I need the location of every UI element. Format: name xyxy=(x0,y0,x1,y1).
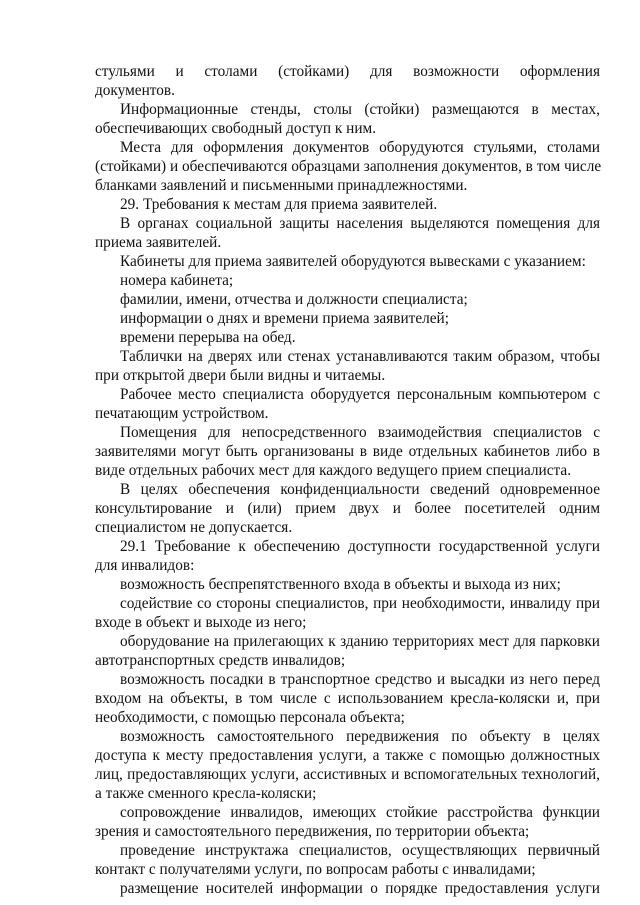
text-line: виде отдельных рабочих мест для каждого ведущего прием специалиста. xyxy=(95,462,572,479)
list-item: номера кабинета; xyxy=(120,272,234,289)
text-line: заявителями могут быть организованы в виде отдельных кабинетов либо в xyxy=(95,443,600,460)
text-line: лиц, предоставляющих услуги, ассистивных и вспомогательных технологий, xyxy=(95,766,600,783)
text-line: печатающим устройством. xyxy=(95,405,269,422)
text-line: специалистом не допускается. xyxy=(95,519,293,536)
list-item: сопровождение инвалидов, имеющих стойкие расстройства функции xyxy=(120,804,600,821)
text-line: зрения и самостоятельного передвижения, по территории объекта; xyxy=(95,823,530,840)
text-line: Таблички на дверях или стенах устанавливаются таким образом, чтобы xyxy=(120,348,600,365)
text-line: приема заявителей. xyxy=(95,234,222,251)
text-line: Помещения для непосредственного взаимодействия специалистов с xyxy=(120,424,600,441)
list-item: возможность посадки в транспортное средство и высадки из него перед xyxy=(120,671,600,688)
list-item: оборудование на прилегающих к зданию территориях мест для парковки xyxy=(120,633,600,650)
list-item: содействие со стороны специалистов, при необходимости, инвалиду при xyxy=(120,595,600,612)
section-heading: 29.1 Требование к обеспечению доступности государственной услуги xyxy=(120,538,600,555)
list-item: фамилии, имени, отчества и должности специалиста; xyxy=(120,291,468,308)
list-item: проведение инструктажа специалистов, осуществляющих первичный xyxy=(120,842,600,859)
text-line: В органах социальной защиты населения выделяются помещения для xyxy=(120,215,600,232)
text-line: Кабинеты для приема заявителей оборудуются вывесками с указанием: xyxy=(120,253,586,270)
list-item: времени перерыва на обед. xyxy=(120,329,296,346)
text-line: Места для оформления документов оборудуются стульями, столами xyxy=(120,139,600,156)
list-item: размещение носителей информации о порядке предоставления услуги xyxy=(120,880,600,897)
text-line: необходимости, с помощью персонала объекта; xyxy=(95,709,405,726)
section-heading: 29. Требования к местам для приема заявителей. xyxy=(120,196,438,213)
text-line: входе в объект и выходе из него; xyxy=(95,614,307,631)
text-line: консультирование и (или) прием двух и более посетителей одним xyxy=(95,500,600,517)
text-line: при открытой двери были видны и читаемы. xyxy=(95,367,386,384)
text-line: бланками заявлений и письменными принадлежностями. xyxy=(95,177,468,194)
text-line: доступа к месту предоставления услуги, а также с помощью должностных xyxy=(95,747,600,764)
text-line: автотранспортных средств инвалидов; xyxy=(95,652,346,669)
text-line: обеспечивающих свободный доступ к ним. xyxy=(95,120,377,137)
list-item: информации о днях и времени приема заявителей; xyxy=(120,310,449,327)
text-line: входом на объекты, в том числе с использованием кресла-коляски и, при xyxy=(95,690,600,707)
list-item: возможность беспрепятственного входа в объекты и выхода из них; xyxy=(120,576,561,593)
list-item: возможность самостоятельного передвижения по объекту в целях xyxy=(120,728,600,745)
text-line: Информационные стенды, столы (стойки) размещаются в местах, xyxy=(120,101,600,118)
text-line: В целях обеспечения конфиденциальности сведений одновременное xyxy=(120,481,600,498)
text-line: контакт с получателями услуги, по вопросам работы с инвалидами; xyxy=(95,861,536,878)
text-line: Рабочее место специалиста оборудуется персональным компьютером с xyxy=(120,386,600,403)
text-line: (стойками) и обеспечиваются образцами заполнения документов, в том числе xyxy=(95,158,602,175)
text-line: а также сменного кресла-коляски; xyxy=(95,785,317,802)
text-line: для инвалидов: xyxy=(95,557,195,574)
text-line: документов. xyxy=(95,82,175,99)
text-line: стульями и столами (стойками) для возможности оформления xyxy=(95,63,600,80)
